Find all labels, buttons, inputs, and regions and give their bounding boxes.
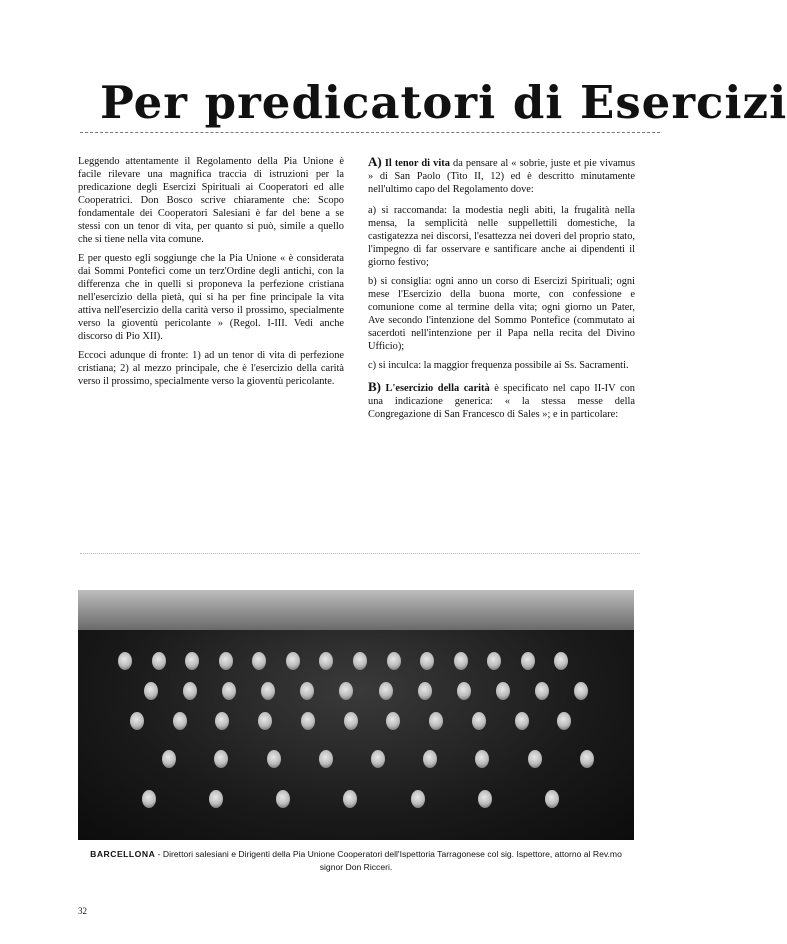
photo-face bbox=[276, 790, 290, 808]
photo-face bbox=[185, 652, 199, 670]
caption-text: - Direttori salesiani e Dirigenti della Pia Unione Cooperatori dell'Ispettoria Tarragonese col sig. Ispettore, attorno al Rev.mo signor Don Ricceri. bbox=[155, 849, 622, 872]
photo-face bbox=[423, 750, 437, 768]
photo-face bbox=[554, 652, 568, 670]
section-text-a: da pensare al « sobrie, juste et pie vivamus » di San Paolo (Tito II, 12) ed è descritto minutamente nell'ultimo capo del Regolamento dove: bbox=[368, 158, 635, 195]
photo-face bbox=[144, 682, 158, 700]
photo-face bbox=[457, 682, 471, 700]
photo-face bbox=[209, 790, 223, 808]
photo-face bbox=[118, 652, 132, 670]
photo-face bbox=[472, 712, 486, 730]
photo-face bbox=[142, 790, 156, 808]
photo-face bbox=[215, 712, 229, 730]
page-title: Per predicatori di Esercizi bbox=[100, 76, 787, 129]
photo-face bbox=[478, 790, 492, 808]
photo-face bbox=[319, 750, 333, 768]
photo-face bbox=[219, 652, 233, 670]
photo-face bbox=[300, 682, 314, 700]
photo-face bbox=[418, 682, 432, 700]
photo-caption bbox=[78, 848, 634, 874]
photo-face bbox=[252, 652, 266, 670]
right-paragraph-a-a: a) si raccomanda: la modestia negli abiti, la frugalità nella mensa, la semplicità nelle suppellettili domestiche, la castigatezza nei discorsi, l'esattezza nei doveri del proprio stato, l'impegno di far osservare e santificare anche ai dipendenti il giorno festivo; bbox=[368, 205, 635, 268]
photo-face bbox=[379, 682, 393, 700]
photo-face bbox=[261, 682, 275, 700]
photo-face bbox=[339, 682, 353, 700]
left-column bbox=[78, 155, 344, 394]
photo-face bbox=[343, 790, 357, 808]
photo-face bbox=[319, 652, 333, 670]
section-letter-a: A) bbox=[368, 154, 382, 169]
photo-face bbox=[344, 712, 358, 730]
photo-face bbox=[214, 750, 228, 768]
photo-face bbox=[429, 712, 443, 730]
left-paragraph-2: E per questo egli soggiunge che la Pia Unione « è considerata dai Sommi Pontefici come un terz'Ordine degli antichi, con la differenza che in quelli si proponeva la perfezione cristiana nell'esercizio della pietà, qui si ha per fine principale la vita attiva nell'esercizio della carità verso il prossimo, specialmente verso la gioventù pericolante » (Regol. I-III. Vedi anche discorso di Pio XII). bbox=[78, 253, 344, 342]
photo-face bbox=[183, 682, 197, 700]
section-text-b: è specificato nel capo II-IV con una indicazione generica: « la stessa messe della Congregazione di San Francesco di Sales »; e in particolare: bbox=[368, 383, 635, 420]
photo-face bbox=[267, 750, 281, 768]
title-rule bbox=[80, 132, 660, 133]
page-number: 32 bbox=[78, 906, 87, 916]
photo-face bbox=[386, 712, 400, 730]
caption-place: BARCELLONA bbox=[90, 849, 156, 859]
photo-face bbox=[387, 652, 401, 670]
photo-face bbox=[301, 712, 315, 730]
photo-face bbox=[162, 750, 176, 768]
photo-face bbox=[411, 790, 425, 808]
left-paragraph-3: Eccoci adunque di fronte: 1) ad un tenor di vita di perfezione cristiana; 2) al mezzo principale, che è l'esercizio della carità verso il prossimo, specialmente verso la gioventù pericolante. bbox=[78, 350, 344, 387]
right-column bbox=[368, 155, 635, 427]
right-paragraph-a bbox=[368, 155, 635, 196]
photo-face bbox=[574, 682, 588, 700]
photo-face bbox=[130, 712, 144, 730]
photo-face bbox=[515, 712, 529, 730]
section-lead-a: Il tenor di vita bbox=[384, 158, 450, 169]
photo-face bbox=[152, 652, 166, 670]
photo-face bbox=[286, 652, 300, 670]
left-paragraph-1: Leggendo attentamente il Regolamento della Pia Unione è facile rilevare una magnifica traccia di istruzioni per la predicazione degli Esercizi Spirituali ai Cooperatori ed alle Cooperatrici. Don Bosco scrive chiaramente che: Scopo fondamentale dei Cooperatori Salesiani è far del bene a se stessi con un tenor di vita, per quanto si può, simile a quello che si tiene nella vita comune. bbox=[78, 156, 344, 245]
photo-face bbox=[580, 750, 594, 768]
group-photo bbox=[78, 590, 634, 840]
photo-face bbox=[222, 682, 236, 700]
photo-face bbox=[496, 682, 510, 700]
section-letter-b: B) bbox=[368, 379, 381, 394]
photo-face bbox=[535, 682, 549, 700]
right-paragraph-a-c: c) si inculca: la maggior frequenza possibile ai Ss. Sacramenti. bbox=[368, 360, 629, 371]
photo-face bbox=[173, 712, 187, 730]
photo-face bbox=[454, 652, 468, 670]
photo-face bbox=[475, 750, 489, 768]
photo-face bbox=[545, 790, 559, 808]
photo-face bbox=[487, 652, 501, 670]
photo-face bbox=[521, 652, 535, 670]
photo-background-wall bbox=[78, 590, 634, 630]
photo-face bbox=[258, 712, 272, 730]
right-paragraph-a-b: b) si consiglia: ogni anno un corso di Esercizi Spirituali; ogni mese l'Esercizio della buona morte, con confessione e comunione come al termine della vita; ogni giorno un Pater, Ave secondo l'intenzione del Sommo Pontefice (commutato ai sacerdoti nell'intenzione per il Papa nella recita del Divino Ufficio); bbox=[368, 276, 635, 352]
photo-face bbox=[353, 652, 367, 670]
photo-face bbox=[557, 712, 571, 730]
right-paragraph-b bbox=[368, 380, 635, 421]
photo-face bbox=[371, 750, 385, 768]
section-lead-b: L'esercizio della carità bbox=[385, 383, 490, 394]
photo-face bbox=[528, 750, 542, 768]
section-divider bbox=[80, 553, 640, 554]
photo-face bbox=[420, 652, 434, 670]
